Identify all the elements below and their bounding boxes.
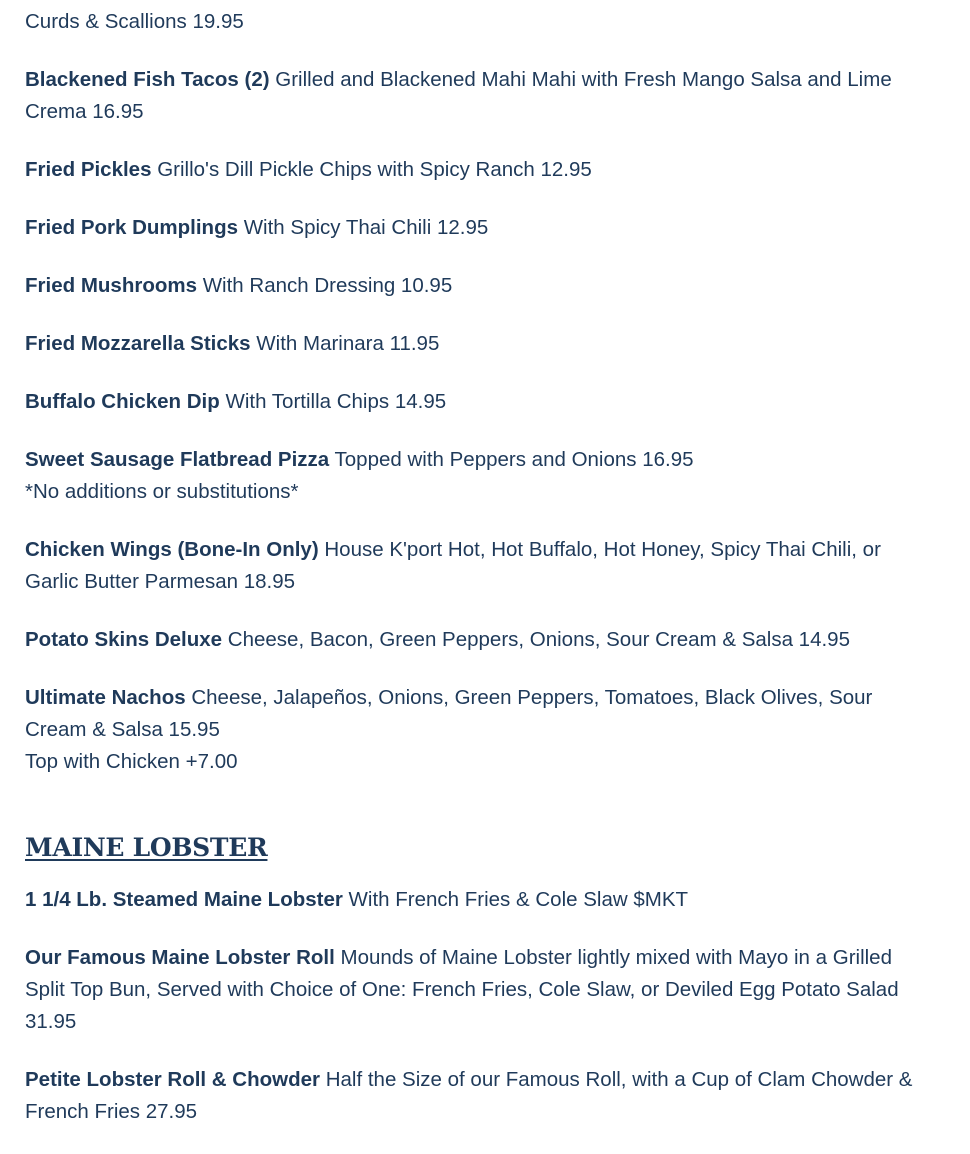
item-name: Buffalo Chicken Dip xyxy=(25,390,220,413)
menu-item xyxy=(25,534,930,598)
menu-item xyxy=(25,682,930,778)
item-name: Fried Pork Dumplings xyxy=(25,216,238,239)
item-description: Curds & Scallions 19.95 xyxy=(25,10,244,33)
menu-item xyxy=(25,154,930,186)
menu-page xyxy=(25,0,930,1154)
menu-item xyxy=(25,212,930,244)
item-description: House K'port Hot, Hot Buffalo, Hot Honey, Spicy Thai Chili, or Garlic Butter Parmesan 18.95 xyxy=(25,538,881,593)
menu-item xyxy=(25,64,930,128)
item-name: Sweet Sausage Flatbread Pizza xyxy=(25,448,330,471)
item-description: With Marinara 11.95 xyxy=(256,332,440,355)
item-name: Petite Lobster Roll & Chowder xyxy=(25,1068,320,1091)
item-name: Blackened Fish Tacos (2) xyxy=(25,68,270,91)
item-name: Potato Skins Deluxe xyxy=(25,628,223,651)
item-name: Fried Mozzarella Sticks xyxy=(25,332,251,355)
menu-item xyxy=(25,1064,930,1128)
item-description: Half the Size of our Famous Roll, with a Cup of Clam Chowder & French Fries 27.95 xyxy=(25,1068,913,1123)
item-description: Cheese, Jalapeños, Onions, Green Peppers, Tomatoes, Black Olives, Sour Cream & Salsa 15.95 xyxy=(25,686,873,741)
item-description: Grillo's Dill Pickle Chips with Spicy Ranch 12.95 xyxy=(157,158,592,181)
menu-item xyxy=(25,624,930,656)
item-description: Cheese, Bacon, Green Peppers, Onions, Sour Cream & Salsa 14.95 xyxy=(227,628,850,651)
item-name: Fried Pickles xyxy=(25,158,152,181)
item-name: Fried Mushrooms xyxy=(25,274,197,297)
menu-item xyxy=(25,328,930,360)
section-heading: MAINE LOBSTER xyxy=(25,833,268,862)
item-name xyxy=(25,0,255,1)
item-description: Topped with Peppers and Onions 16.95 xyxy=(334,448,694,471)
item-description: With French Fries & Cole Slaw $MKT xyxy=(348,888,689,911)
menu-item xyxy=(25,386,930,418)
menu-item xyxy=(25,444,930,508)
item-description: With Tortilla Chips 14.95 xyxy=(225,390,447,413)
item-name: Chicken Wings (Bone-In Only) xyxy=(25,538,319,561)
menu-item xyxy=(25,270,930,302)
item-note: *No additions or substitutions* xyxy=(25,480,299,503)
item-description: Grilled and Blackened Mahi Mahi with Fresh Mango Salsa and Lime Crema 16.95 xyxy=(25,68,892,123)
item-description: With Spicy Thai Chili 12.95 xyxy=(243,216,489,239)
menu-item xyxy=(25,0,930,38)
item-name: Ultimate Nachos xyxy=(25,686,186,709)
item-note: Top with Chicken +7.00 xyxy=(25,750,238,773)
item-name: 1 1/4 Lb. Steamed Maine Lobster xyxy=(25,888,343,911)
item-name: Our Famous Maine Lobster Roll xyxy=(25,946,335,969)
item-description: Mounds of Maine Lobster lightly mixed with Mayo in a Grilled Split Top Bun, Served with Choice of One: French Fries, Cole Slaw, or Deviled Egg Potato Salad 31.95 xyxy=(25,946,899,1033)
menu-item xyxy=(25,942,930,1038)
item-description: With Ranch Dressing 10.95 xyxy=(202,274,453,297)
menu-item xyxy=(25,884,930,916)
